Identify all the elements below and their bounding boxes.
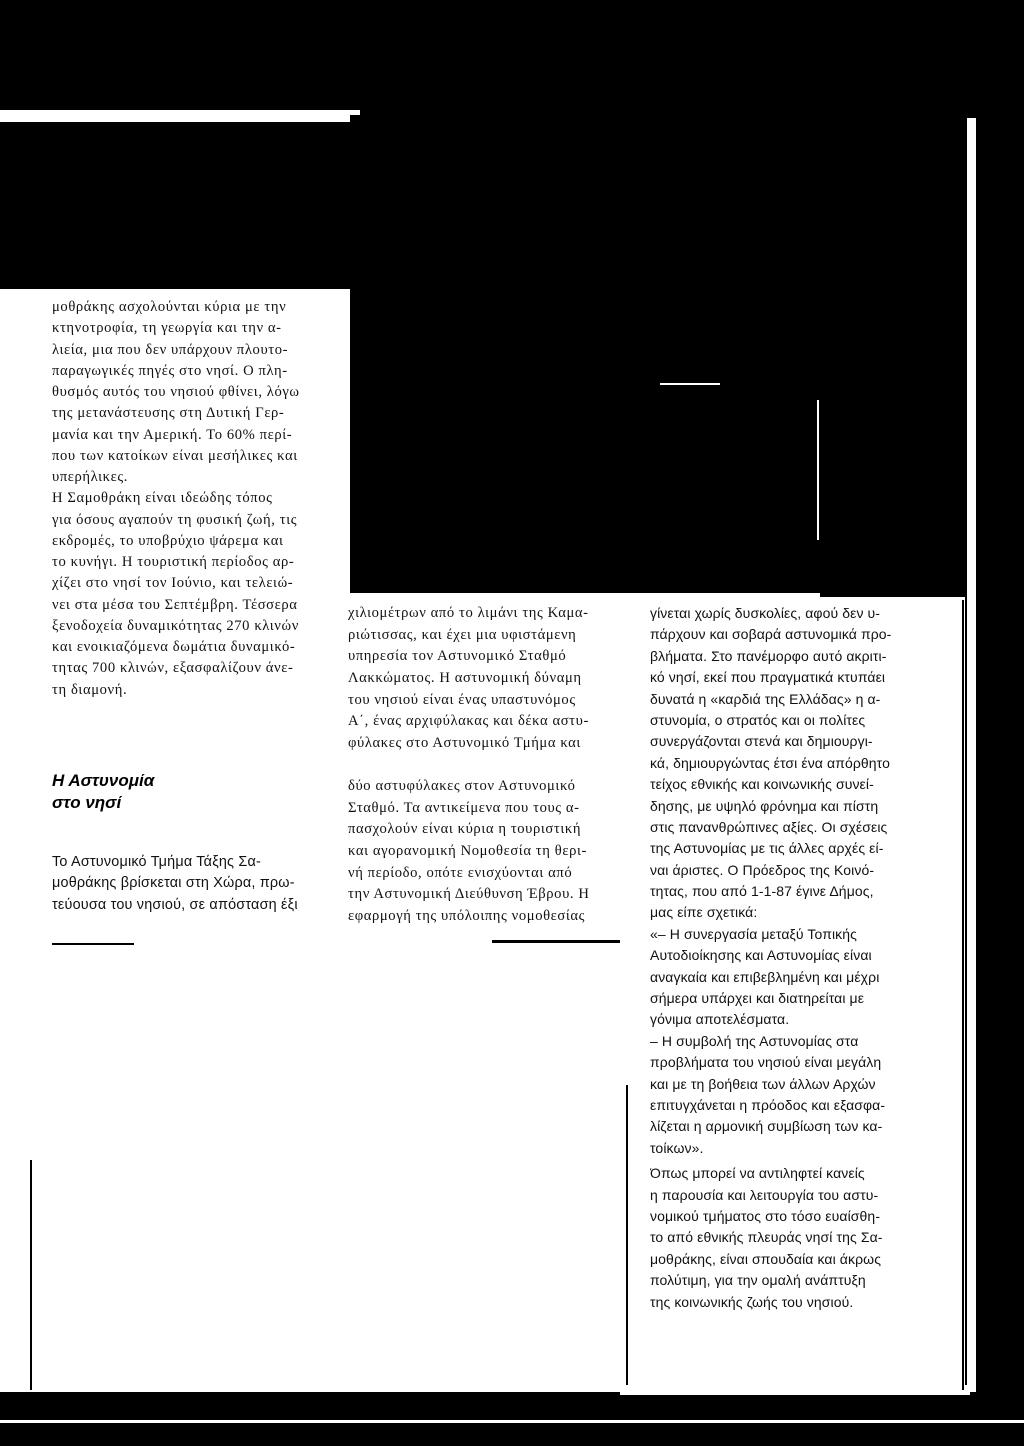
column-3-line: μας είπε σχετικά: — [650, 904, 758, 921]
column-3-line: επιτυγχάνεται η πρόοδος και εξασφα- — [650, 1096, 886, 1113]
column-3-line: μοθράκης, είναι σπουδαία και άκρως — [650, 1250, 882, 1267]
section-heading — [52, 770, 252, 814]
column-3-line: δυνατά η «καρδιά της Ελλάδας» η α- — [650, 690, 881, 707]
column-2-line: δύο αστυφύλακες στον Αστυνομικό — [348, 777, 576, 794]
section-heading-line-2: στο νησί — [52, 793, 122, 812]
column-2-line: φύλακες στο Αστυνομικό Τμήμα και — [348, 735, 581, 752]
column-1-line: που των κατοίκων είναι μεσήλικες και — [52, 447, 298, 464]
column-1-continued-line: τεύουσα του νησιού, σε απόσταση έξι — [52, 896, 298, 913]
column-1-line: ξενοδοχεία δυναμικότητας 270 κλινών — [52, 617, 299, 634]
column-2-line: Α΄, ένας αρχιφύλακας και δέκα αστυ- — [348, 713, 589, 730]
column-3-line: – Η συμβολή της Αστυνομίας στα — [650, 1032, 859, 1049]
column-3-line: τοίκων». — [650, 1139, 704, 1156]
column-3-line: της κοινωνικής ζωής του νησιού. — [650, 1293, 854, 1310]
article-column-1-continued — [52, 852, 342, 916]
column-3-line: τείχος εθνικής και κοινωνικής συνεί- — [650, 776, 874, 793]
column-2-line: εφαρμογή της υπόλοιπης νομοθεσίας — [348, 907, 586, 924]
column-3-line: στις πανανθρώπινες αξίες. Οι σχέσεις — [650, 818, 888, 835]
column-end-rule-left — [52, 943, 134, 945]
column-3-line: δησης, με υψηλό φρόνημα και πίστη — [650, 797, 879, 814]
article-column-2 — [348, 603, 638, 928]
column-3-line: το από εθνικής πλευράς νησί της Σα- — [650, 1229, 883, 1246]
column-3-line: η παρουσία και λειτουργία του αστυ- — [650, 1186, 879, 1203]
column-1-line: εκδρομές, το υποβρύχιο ψάρεμα και — [52, 532, 284, 549]
article-column-3 — [650, 603, 950, 1313]
column-1-line: τητας 700 κλινών, εξασφαλίζουν άνε- — [52, 660, 294, 677]
column-2-line: του νησιού είναι ένας υπαστυνόμος — [348, 691, 576, 708]
column-3-line: νομικού τμήματος στο τόσο ευαίσθη- — [650, 1207, 881, 1224]
column-1-line: της μετανάστευσης στη Δυτική Γερ- — [52, 405, 285, 422]
column-3-line: της Αστυνομίας με τις άλλες αρχές εί- — [650, 840, 884, 857]
column-1-continued-line: μοθράκης βρίσκεται στη Χώρα, πρω- — [52, 875, 295, 892]
column-3-line: ναι άριστες. Ο Πρόεδρος της Κοινό- — [650, 861, 875, 878]
column-2-line: ριώτισσας, και έχει μια υφιστάμενη — [348, 626, 577, 643]
column-3-line: βλήματα. Στο πανέμορφο αυτό ακριτι- — [650, 647, 887, 664]
column-1-line: για όσους αγαπούν τη φυσική ζωή, τις — [52, 511, 298, 528]
column-3-line: συνεργάζονται στενά και δημιουργι- — [650, 733, 873, 750]
column-3-line: προβλήματα του νησιού είναι μεγάλη — [650, 1054, 882, 1071]
right-photo-dark-area — [820, 122, 965, 597]
column-3-line: τητας, που από 1-1-87 έγινε Δήμος, — [650, 883, 874, 900]
column-2-line: πασχολούν είναι κύρια η τουριστική — [348, 821, 582, 838]
column-end-rule-middle — [492, 940, 620, 943]
upper-left-dark-panel — [0, 122, 362, 289]
center-photo-dark-area — [350, 110, 820, 593]
column-3-line: και με τη βοήθεια των άλλων Αρχών — [650, 1075, 876, 1092]
column-2-line: Σταθμό. Τα αντικείμενα που τους α- — [348, 799, 580, 816]
column-2-line: χιλιομέτρων από το λιμάνι της Καμα- — [348, 605, 589, 621]
top-left-dark-band — [0, 0, 357, 112]
top-white-rule — [0, 110, 360, 115]
column-1-line: και ενοικιαζόμενα δωμάτια δυναμικό- — [52, 639, 296, 655]
column-1-line: τη διαμονή. — [52, 681, 128, 698]
right-margin-line — [962, 600, 964, 1390]
column-1-line: Η Σαμοθράκη είναι ιδεώδης τόπος — [52, 490, 273, 507]
column-1-line: κτηνοτροφία, τη γεωργία και την α- — [52, 320, 282, 337]
column-3-line: γίνεται χωρίς δυσκολίες, αφού δεν υ- — [650, 605, 881, 621]
column-1-line: μοθράκης ασχολούνται κύρια με την — [52, 299, 287, 315]
column-3-line: Αυτοδιοίκησης και Αστυνομίας είναι — [650, 947, 872, 964]
column-2-line: Λακκώματος. Η αστυνομική δύναμη — [348, 670, 582, 687]
column-3-line: στυνομία, ο στρατός και οι πολίτες — [650, 711, 866, 728]
middle-margin-line — [626, 1085, 628, 1385]
column-1-line: νει στα μέσα του Σεπτέμβρη. Τέσσερα — [52, 596, 298, 613]
column-3-line: γόνιμα αποτελέσματα. — [650, 1011, 790, 1028]
top-right-dark-band — [355, 0, 1024, 122]
column-3-line: σήμερα υπάρχει και διατηρείται με — [650, 990, 865, 1007]
column-1-line: μανία και την Αμερική. Το 60% περί- — [52, 426, 293, 443]
column-2-line: την Αστυνομική Διεύθυνση Έβρου. Η — [348, 886, 590, 903]
column-2-line: νή περίοδο, οπότε ενισχύονται από — [348, 864, 573, 881]
column-3-line: «– Η συνεργασία μεταξύ Τοπικής — [650, 925, 857, 942]
right-edge-white-strip — [967, 118, 976, 1392]
column-3-line: πάρχουν και σοβαρά αστυνομικά προ- — [650, 626, 892, 643]
column-1-line: υπερήλικες. — [52, 469, 128, 485]
column-1-line: θυσμός αυτός του νησιού φθίνει, λόγω — [52, 384, 300, 400]
column-1-line: το κυνήγι. Η τουριστική περίοδος αρ- — [52, 554, 295, 570]
column-3-line: λίζεται η αρμονική συμβίωση των κα- — [650, 1118, 883, 1135]
paragraph-gap — [348, 755, 638, 776]
bottom-white-rule — [0, 1420, 1024, 1423]
column-3-line: κά, δημιουργώντας έτσι ένα απόρθητο — [650, 754, 890, 771]
bottom-band — [0, 1392, 1024, 1446]
column-1-line: λιεία, μια που δεν υπάρχουν πλουτο- — [52, 341, 289, 358]
bottom-white-strip — [620, 1385, 970, 1395]
column-2-line: και αγορανομική Νομοθεσία τη θερι- — [348, 842, 587, 859]
column-1-line: παραγωγικές πηγές στο νησί. Ο πλη- — [52, 362, 288, 379]
column-1-line: χίζει στο νησί τον Ιούνιο, και τελειώ- — [52, 575, 294, 592]
column-2-line: υπηρεσία τον Αστυνομικό Σταθμό — [348, 648, 567, 665]
photo-white-vertical — [817, 400, 819, 540]
section-heading-line-1: Η Αστυνομία — [52, 771, 155, 790]
left-margin-line — [30, 1160, 32, 1390]
column-3-line: πολύτιμη, για την ομαλή ανάπτυξη — [650, 1272, 866, 1289]
photo-white-line — [660, 383, 720, 385]
column-1-continued-line: Το Αστυνομικό Τμήμα Τάξης Σα- — [52, 854, 261, 870]
column-3-line: κό νησί, εκεί που πραγματικά κτυπάει — [650, 669, 886, 686]
column-3-line: αναγκαία και επιβεβλημένη και μέχρι — [650, 968, 880, 985]
column-3-line: Όπως μπορεί να αντιληφτεί κανείς — [650, 1165, 865, 1182]
article-column-1 — [52, 297, 342, 701]
